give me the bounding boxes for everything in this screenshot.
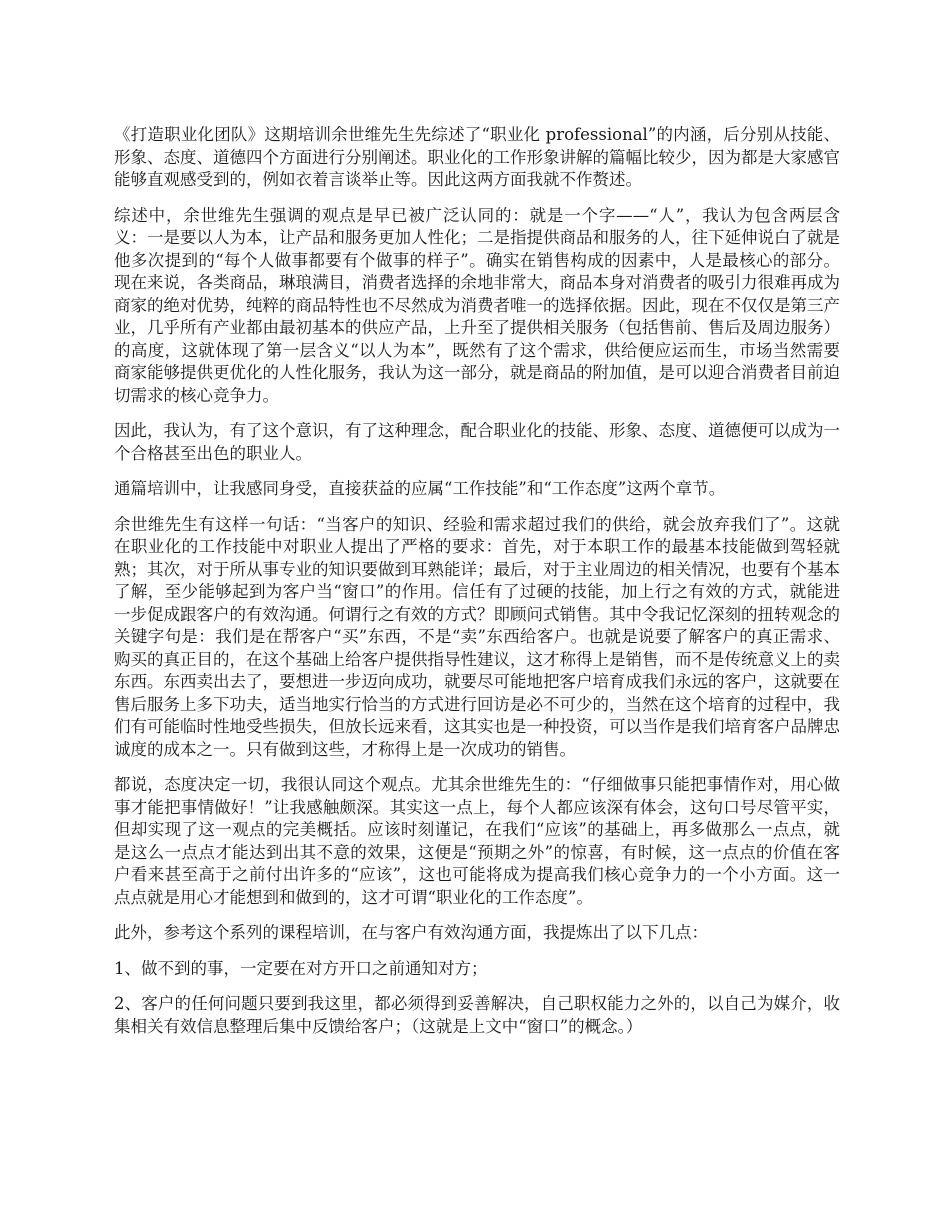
paragraph-chapters: 通篇培训中，让我感同身受，直接获益的应属“工作技能”和“工作态度”这两个章节。	[114, 479, 726, 498]
document-body	[114, 124, 840, 1051]
paragraph-summary: 综述中，余世维先生强调的观点是早已被广泛认同的：就是一个字——“人”，我认为包含两层含义：一是要以人为本，让产品和服务更加人性化；二是指提供商品和服务的人，往下延伸说白了就是他多次提到的“每个人做事都要有个做事的样子”。确实在销售构成的因素中，人是最核心的部分。现在来说，各类商品，琳琅满目，消费者选择的余地非常大，商品本身对消费者的吸引力很难再成为商家的绝对优势，纯粹的商品特性也不尽然成为消费者唯一的选择依据。因此，现在不仅仅是第三产业，几乎所有产业都由最初基本的供应产品，上升至了提供相关服务（包括售前、售后及周边服务）的高度，这就体现了第一层含义“以人为本”，既然有了这个需求，供给便应运而生，市场当然需要商家能够提供更优化的人性化服务，我认为这一部分，就是商品的附加值，是可以迎合消费者目前迫切需求的核心竞争力。	[114, 205, 840, 405]
list-item-1: 1、做不到的事，一定要在对方开口之前通知对方；	[114, 958, 488, 978]
paragraph-work-attitude: 都说，态度决定一切，我很认同这个观点。尤其余世维先生的：“仔细做事只能把事情作对，用心做事才能把事情做好！”让我感触颇深。其实这一点上，每个人都应该深有体会，这句口号尽管平实，但却实现了这一观点的完美概括。应该时刻谨记，在我们“应该”的基础上，再多做那么一点点，就是这么一点点才能达到出其不意的效果，这便是“预期之外”的惊喜，有时候，这一点点的价值在客户看来甚至高于之前付出许多的“应该”，这也可能将成为提高我们核心竞争力的一个小方面。这一点点就是用心才能想到和做到的，这才可谓“职业化的工作态度”。	[114, 775, 840, 907]
paragraph-communication-intro: 此外，参考这个系列的课程培训，在与客户有效沟通方面，我提炼出了以下几点：	[114, 923, 708, 942]
list-item-2: 2、客户的任何问题只要到我这里，都必须得到妥善解决，自己职权能力之外的，以自己为媒介，收集相关有效信息整理后集中反馈给客户；（这就是上文中“窗口”的概念。）	[114, 994, 840, 1036]
paragraph-conclusion: 因此，我认为，有了这个意识，有了这种理念，配合职业化的技能、形象、态度、道德便可以成为一个合格甚至出色的职业人。	[114, 421, 840, 463]
paragraph-work-skills: 余世维先生有这样一句话：“当客户的知识、经验和需求超过我们的供给，就会放弃我们了”。这就在职业化的工作技能中对职业人提出了严格的要求：首先，对于本职工作的最基本技能做到驾轻就熟；其次，对于所从事专业的知识要做到耳熟能详；最后，对于主业周边的相关情况，也要有个基本了解，至少能够起到为客户当“窗口”的作用。信任有了过硬的技能，加上行之有效的方式，就能进一步促成跟客户的有效沟通。何谓行之有效的方式？即顾问式销售。其中令我记忆深刻的扭转观念的关键字句是：我们是在帮客户“买”东西，不是“卖”东西给客户。也就是说要了解客户的真正需求、购买的真正目的，在这个基础上给客户提供指导性建议，这才称得上是销售，而不是传统意义上的卖东西。东西卖出去了，要想进一步迈向成功，就要尽可能地把客户培育成我们永远的客户，这就要在售后服务上多下功夫，适当地实行恰当的方式进行回访是必不可少的，当然在这个培育的过程中，我们有可能临时性地受些损失，但放长远来看，这其实也是一种投资，可以当作是我们培育客户品牌忠诚度的成本之一。只有做到这些，才称得上是一次成功的销售。	[114, 514, 840, 759]
paragraph-intro: 《打造职业化团队》这期培训余世维先生先综述了“职业化 professional”的内涵，后分别从技能、形象、态度、道德四个方面进行分别阐述。职业化的工作形象讲解的篇幅比较少，因为都是大家感官能够直观感受到的，例如衣着言谈举止等。因此这两方面我就不作赘述。	[114, 125, 840, 189]
